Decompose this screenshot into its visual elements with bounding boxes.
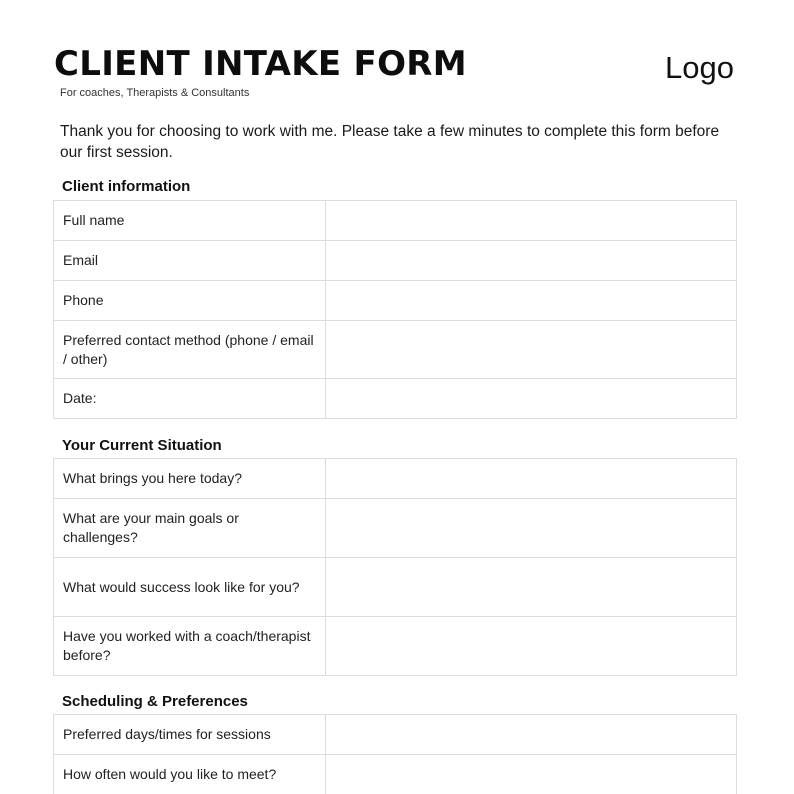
scheduling-table — [53, 714, 737, 794]
field-label-success: What would success look like for you? — [54, 558, 326, 617]
field-input-date[interactable] — [326, 379, 737, 419]
client-information-table — [53, 200, 737, 419]
field-label-worked-before: Have you worked with a coach/therapist before? — [54, 617, 326, 676]
field-label-preferred-times: Preferred days/times for sessions — [54, 715, 326, 755]
table-row — [54, 241, 737, 281]
intro-text: Thank you for choosing to work with me. Please take a few minutes to complete this form before our first session. — [60, 123, 720, 161]
field-input-preferred-contact[interactable] — [326, 321, 737, 379]
field-label-phone: Phone — [54, 281, 326, 321]
table-row — [54, 755, 737, 794]
field-label-what-brings-you: What brings you here today? — [54, 459, 326, 499]
field-label-meeting-frequency: How often would you like to meet? — [54, 755, 326, 794]
table-row — [54, 379, 737, 419]
form-subtitle: For coaches, Therapists & Consultants — [60, 87, 250, 99]
field-label-main-goals: What are your main goals or challenges? — [54, 499, 326, 558]
field-input-main-goals[interactable] — [326, 499, 737, 558]
field-input-success[interactable] — [326, 558, 737, 617]
table-row — [54, 281, 737, 321]
table-row — [54, 558, 737, 617]
section-title-scheduling: Scheduling & Preferences — [62, 693, 248, 710]
table-row — [54, 499, 737, 558]
table-row — [54, 321, 737, 379]
field-input-full-name[interactable] — [326, 201, 737, 241]
logo-placeholder: Logo — [665, 50, 734, 85]
field-input-meeting-frequency[interactable] — [326, 755, 737, 794]
table-row — [54, 459, 737, 499]
table-row — [54, 715, 737, 755]
field-label-date: Date: — [54, 379, 326, 419]
section-title-current-situation: Your Current Situation — [62, 437, 222, 454]
field-input-worked-before[interactable] — [326, 617, 737, 676]
field-label-email: Email — [54, 241, 326, 281]
form-title: CLIENT INTAKE FORM — [54, 44, 467, 84]
table-row — [54, 617, 737, 676]
field-input-email[interactable] — [326, 241, 737, 281]
current-situation-table — [53, 458, 737, 676]
field-label-full-name: Full name — [54, 201, 326, 241]
field-label-preferred-contact: Preferred contact method (phone / email / other) — [54, 321, 326, 379]
field-input-what-brings-you[interactable] — [326, 459, 737, 499]
field-input-preferred-times[interactable] — [326, 715, 737, 755]
table-row — [54, 201, 737, 241]
section-title-client-information: Client information — [62, 178, 191, 195]
field-input-phone[interactable] — [326, 281, 737, 321]
